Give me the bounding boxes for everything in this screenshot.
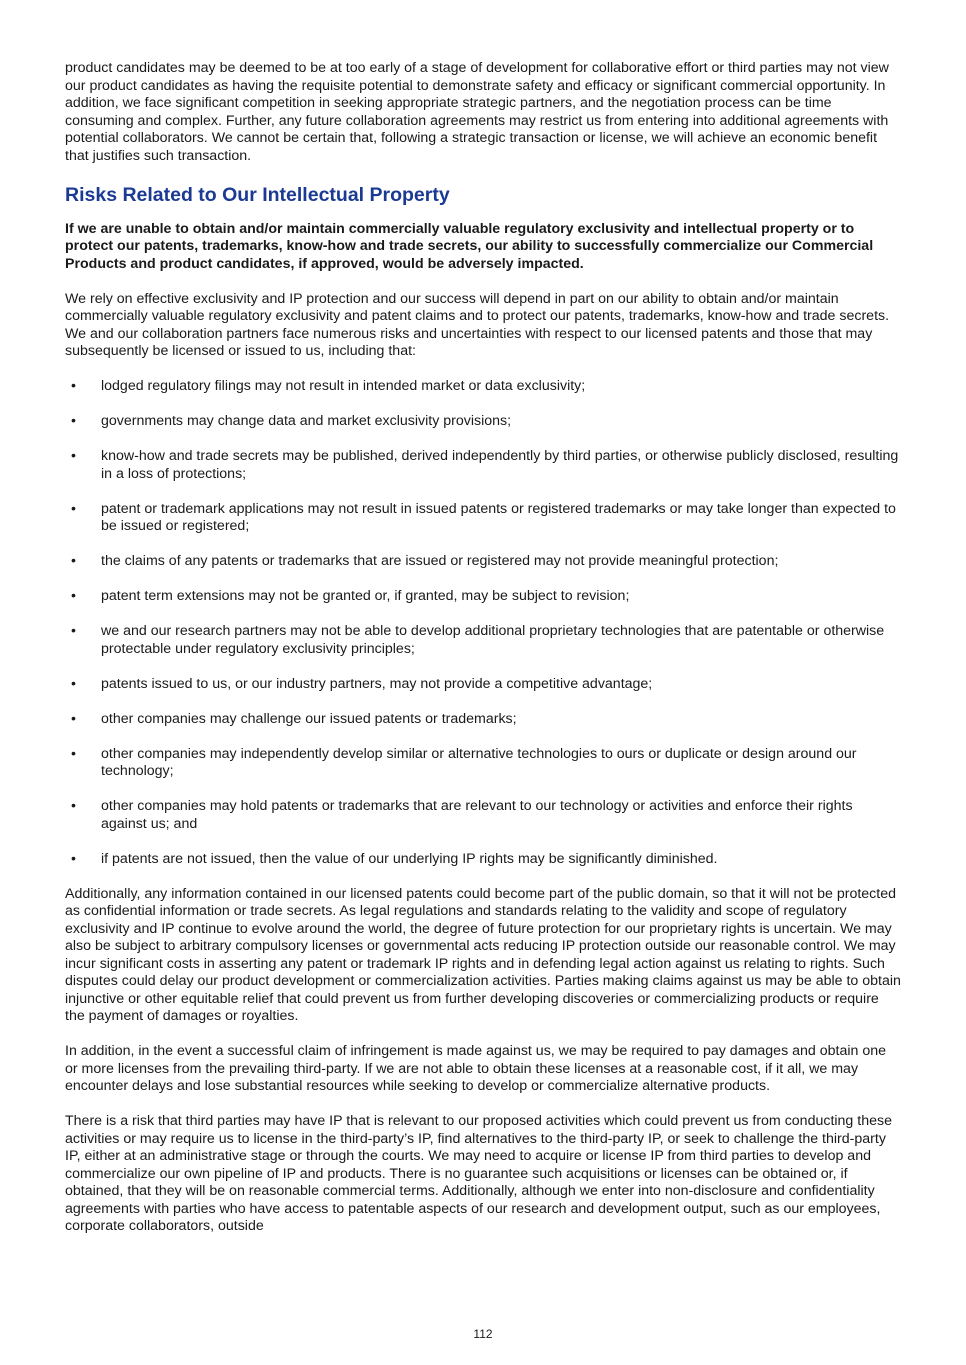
paragraph: We rely on effective exclusivity and IP protection and our success will depend in part on our ability to obtain and/or maintain commercially valuable regulatory exclusivity and patent claims and to protect our patents, trademarks, know-how and trade secrets. We and our collaboration partners face numerous risks and uncertainties with respect to our licensed patents and those that may subsequently be licensed or issued to us, including that: bbox=[65, 290, 890, 359]
list-item bbox=[65, 413, 901, 431]
bullet-icon: • bbox=[71, 500, 76, 517]
list-item-text: lodged regulatory filings may not result in intended market or data exclusivity; bbox=[101, 378, 586, 394]
bullet-icon: • bbox=[71, 710, 76, 727]
list-item-text: know-how and trade secrets may be published, derived independently by third parties, or otherwise publicly disclosed, resulting in a loss of protections; bbox=[101, 448, 899, 482]
list-item-text: other companies may independently develop similar or alternative technologies to ours or duplicate or design around our technology; bbox=[101, 745, 857, 779]
list-item-text: the claims of any patents or trademarks that are issued or registered may not provide meaningful protection; bbox=[101, 553, 779, 569]
list-item bbox=[65, 851, 901, 869]
bullet-icon: • bbox=[71, 623, 76, 639]
document-body bbox=[65, 60, 901, 1253]
section-heading: Risks Related to Our Intellectual Property bbox=[65, 183, 450, 206]
list-item-text: patent term extensions may not be granted or, if granted, may be subject to revision; bbox=[101, 588, 630, 604]
list-item bbox=[65, 588, 901, 606]
list-item-text: governments may change data and market exclusivity provisions; bbox=[101, 413, 512, 429]
list-item bbox=[65, 448, 901, 483]
bullet-list bbox=[65, 378, 901, 868]
list-item bbox=[65, 711, 901, 729]
bullet-icon: • bbox=[71, 850, 76, 867]
bullet-icon: • bbox=[71, 588, 76, 604]
bullet-icon: • bbox=[71, 413, 76, 429]
bullet-icon: • bbox=[71, 553, 76, 569]
list-item-text: we and our research partners may not be able to develop additional proprietary technologies that are patentable or otherwise protectable under regulatory exclusivity principles; bbox=[101, 623, 885, 657]
list-item bbox=[65, 553, 901, 571]
paragraph: There is a risk that third parties may have IP that is relevant to our proposed activities which could prevent us from conducting these activities or may require us to license in the third-party’s IP, find alternatives to the third-party IP, or seek to challenge the third-party IP, either at an administrative stage or through the courts. We may need to acquire or license IP from third parties to develop and commercialize our own pipeline of IP and products. There is no guarantee such acquisitions or licenses can be obtained or, if obtained, that they will be on reasonable commercial terms. Additionally, although we enter into non-disclosure and confidentiality agreements with parties who have access to patentable aspects of our research and development output, such as our employees, corporate collaborators, outside bbox=[65, 1113, 892, 1234]
bullet-icon: • bbox=[71, 378, 76, 394]
page-number: 112 bbox=[473, 1327, 493, 1341]
list-item bbox=[65, 746, 901, 781]
bullet-icon: • bbox=[71, 675, 76, 692]
list-item-text: other companies may challenge our issued patents or trademarks; bbox=[101, 710, 517, 727]
bullet-icon: • bbox=[71, 448, 76, 464]
list-item-text: other companies may hold patents or trademarks that are relevant to our technology or activities and enforce their rights against us; and bbox=[101, 798, 853, 832]
list-item bbox=[65, 623, 901, 658]
list-item bbox=[65, 676, 901, 694]
bullet-icon: • bbox=[71, 745, 76, 762]
list-item bbox=[65, 378, 901, 396]
paragraph: In addition, in the event a successful claim of infringement is made against us, we may be required to pay damages and obtain one or more licenses from the prevailing third-party. If we are not able to obtain these licenses at a reasonable cost, if it all, we may encounter delays and lose substantial resources while seeking to develop or commercialize alternative products. bbox=[65, 1043, 886, 1094]
list-item bbox=[65, 798, 901, 833]
risk-summary: If we are unable to obtain and/or maintain commercially valuable regulatory exclusivity and intellectual property or to protect our patents, trademarks, know-how and trade secrets, our ability to successfully commercialize our Commercial Products and product candidates, if approved, would be adversely impacted. bbox=[65, 220, 874, 272]
list-item bbox=[65, 501, 901, 536]
paragraph: product candidates may be deemed to be at too early of a stage of development for collaborative effort or third parties may not view our product candidates as having the requisite potential to demonstrate safety and efficacy or significant commercial opportunity. In addition, we face significant competition in seeking appropriate strategic partners, and the negotiation process can be time consuming and complex. Further, any future collaboration agreements may restrict us from entering into additional agreements with potential collaborators. We cannot be certain that, following a strategic transaction or license, we will achieve an economic benefit that justifies such transaction. bbox=[65, 60, 889, 164]
list-item-text: if patents are not issued, then the value of our underlying IP rights may be significantly diminished. bbox=[101, 850, 718, 867]
list-item-text: patent or trademark applications may not result in issued patents or registered trademarks or may take longer than expected to be issued or registered; bbox=[101, 500, 896, 534]
paragraph: Additionally, any information contained in our licensed patents could become part of the public domain, so that it will not be protected as confidential information or trade secrets. As legal regulations and standards relating to the validity and scope of regulatory exclusivity and IP continue to evolve around the world, the degree of future protection for our proprietary rights is uncertain. We may also be subject to arbitrary compulsory licenses or governmental acts reducing IP protection outside our reasonable control. We may incur significant costs in asserting any patent or trademark IP rights and in defending legal action against us relating to rights. Such disputes could delay our product development or commercialization activities. Parties making claims against us may be able to obtain injunctive or other equitable relief that could prevent us from further developing discoveries or commercializing products or require the payment of damages or royalties. bbox=[65, 885, 901, 1024]
bullet-icon: • bbox=[71, 798, 76, 814]
list-item-text: patents issued to us, or our industry partners, may not provide a competitive advantage; bbox=[101, 675, 653, 692]
